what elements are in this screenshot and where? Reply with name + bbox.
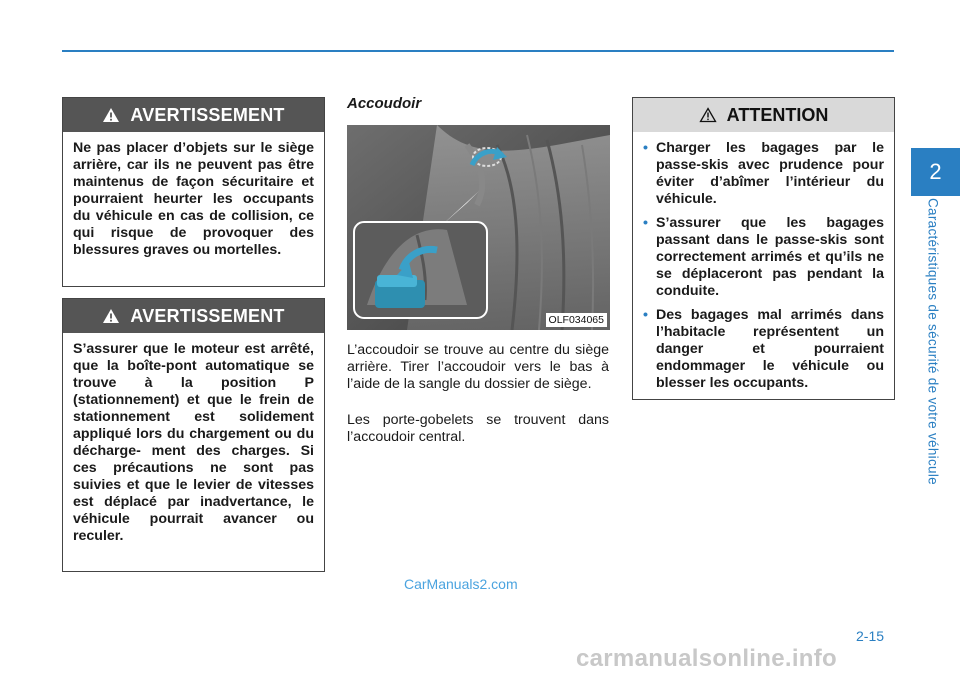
section-title: Accoudoir xyxy=(347,95,422,112)
bullet-icon: • xyxy=(643,140,648,156)
bullet-icon: • xyxy=(643,307,648,323)
caution-triangle-icon xyxy=(699,107,717,123)
warning-text: Ne pas placer d’objets sur le siège arrière, car ils ne peuvent pas être maintenus de façon sécuritaire et pourraient heurter les occupants du véhicule en cas de collision, ce qui risque de provoquer des blessures graves ou mortelles. xyxy=(73,140,314,258)
armrest-photo xyxy=(347,125,610,330)
image-code: OLF034065 xyxy=(546,313,607,327)
top-rule xyxy=(62,50,894,52)
cupholder-description: Les porte-gobelets se trouvent dans l’accoudoir central. xyxy=(347,412,609,445)
attention-title: ATTENTION xyxy=(726,104,829,125)
attention-header xyxy=(633,98,894,132)
list-item: • Charger les bagages par le passe-skis avec prudence pour éviter d’abîmer l’intérieur du véhicule. xyxy=(643,140,884,207)
page-number: 2-15 xyxy=(856,628,885,644)
armrest-description: L’accoudoir se trouve au centre du siège arrière. Tirer l’accoudoir vers le bas à l’aide de la sangle du dossier de siège. xyxy=(347,342,609,392)
rear-seat-illustration xyxy=(347,125,610,330)
attention-box xyxy=(632,97,895,400)
list-item: • S’assurer que les bagages passant dans le passe-skis sont correctement arrimés et qu’ils ne se déplaceront pas pendant la conduite. xyxy=(643,215,884,299)
footer-watermark: carmanualsonline.info xyxy=(576,645,838,672)
chapter-title: Caractéristiques de sécurité de votre véhicule xyxy=(925,198,941,485)
warning-box-engine xyxy=(62,298,325,572)
warning-box-objects xyxy=(62,97,325,287)
list-item: • Des bagages mal arrimés dans l’habitacle représentent un danger et pourraient endommager le véhicule ou blesser les occupants. xyxy=(643,307,884,391)
warning-triangle-icon xyxy=(102,308,120,324)
watermark: CarManuals2.com xyxy=(404,576,518,592)
chapter-tab: 2 xyxy=(911,148,960,196)
warning-text: S’assurer que le moteur est arrêté, que la boîte-pont automatique se trouve à la position P (stationnement) et que le frein de stationnement est solidement appliqué lors du chargement ou du décharge- ment des charges. Si ces précautions ne sont pas suivies et que le levier de vitesses est déplacé par inadvertance, le véhicule pourrait avancer ou reculer. xyxy=(73,341,314,544)
warning-header xyxy=(63,98,324,132)
warning-title: AVERTISSEMENT xyxy=(130,104,285,125)
bullet-icon: • xyxy=(643,215,648,231)
warning-header xyxy=(63,299,324,333)
warning-triangle-icon xyxy=(102,107,120,123)
warning-title: AVERTISSEMENT xyxy=(130,305,285,326)
attention-list xyxy=(633,132,894,392)
